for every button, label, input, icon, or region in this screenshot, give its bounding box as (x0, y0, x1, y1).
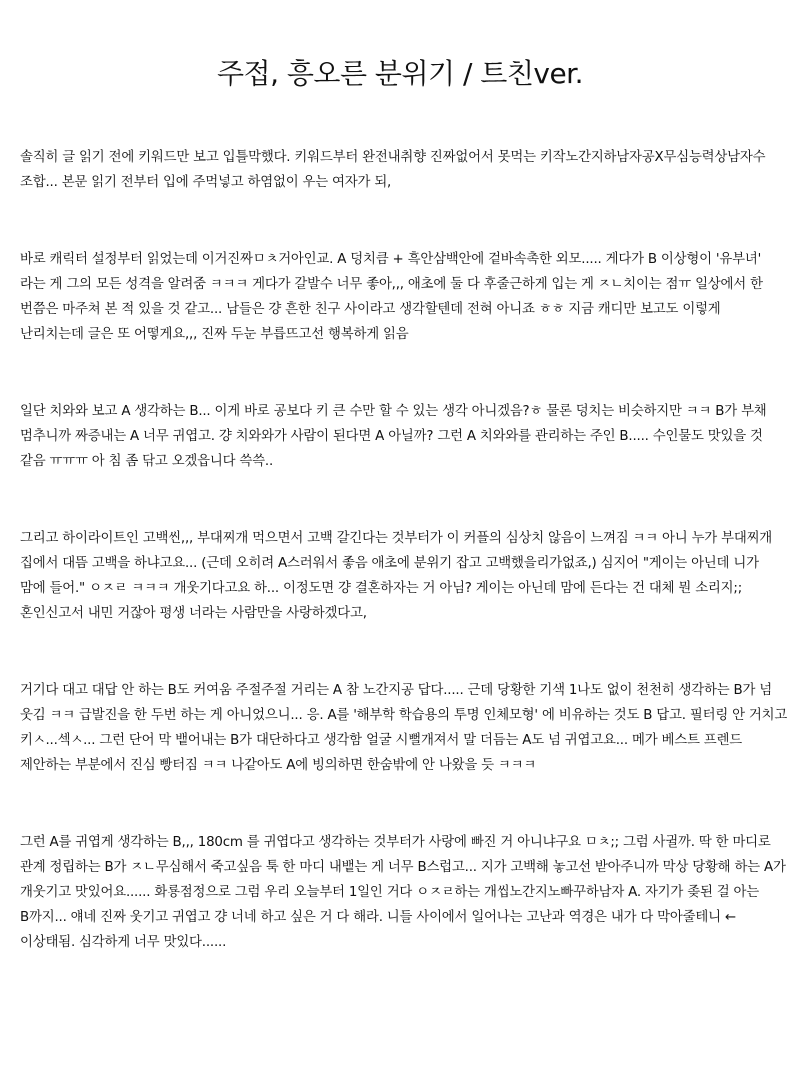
post-body (20, 145, 788, 1007)
paragraph-keywords: 솔직히 글 읽기 전에 키워드만 보고 입틀막했다. 키워드부터 완전내취향 진짜없어서 못먹는 키작노간지하남자공X무심능력상남자수 조합... 본문 읽기 전부터 입에 주먹넣고 하염없이 우는 여자가 되, (20, 150, 766, 190)
page-title: 주접, 흥오른 분위기 / 트친ver. (216, 57, 584, 90)
paragraph-chihuahua: 일단 치와와 보고 A 생각하는 B... 이게 바로 공보다 키 큰 수만 할 수 있는 생각 아니겠음?ㅎ 물론 덩치는 비슷하지만 ㅋㅋ B가 부채 멈추니까 짜증내는 A 너무 귀엽고. 걍 치와와가 사람이 된다면 A 아닐까? 그런 A 치와와를 관리하는 주인 B..... 수인물도 맛있을 것 같음 ㅠㅠㅠ 아 침 좀 닦고 오겠읍니다 쓱쓱.. (20, 404, 767, 469)
paragraph-reply: 거기다 대고 대답 안 하는 B도 커여움 주절주절 거리는 A 참 노간지공 답다..... 근데 당황한 기색 1나도 없이 천천히 생각하는 B가 넘 웃김 ㅋㅋ 급발진을 한 두번 하는 게 아니었으니... 응. A를 '해부학 학습용의 투명 인체모형' 에 비유하는 것도 B 답고. 필터링 안 거치고 키ㅅ...섹ㅅ... 그런 단어 막 뱉어내는 B가 대단하다고 생각함 얼굴 시뻘개져서 말 더듬는 A도 넘 귀엽고요... 메가 베스트 프렌드 제안하는 부분에서 진심 빵터짐 ㅋㅋ 나같아도 A에 빙의하면 한숨밖에 안 나왔을 듯 ㅋㅋㅋ (20, 683, 788, 773)
paragraph-ending: 그런 A를 귀엽게 생각하는 B,,, 180cm 를 귀엽다고 생각하는 것부터가 사랑에 빠진 거 아니냐구요 ㅁㅊ;; 그럼 사귈까. 딱 한 마디로 관계 정립하는 B가 ㅈㄴ무심해서 죽고싶음 툭 한 마디 내뱉는 게 너무 B스럽고... 지가 고백해 놓고선 받아주니까 막상 당황해 하는 A가 개웃기고 맛있어요...... 화룡점정으로 그럼 우리 오늘부터 1일인 거다 ㅇㅈㄹ하는 개씹노간지노빠꾸하남자 A. 자기가 좆된 걸 아는 B까지... 얘네 진짜 웃기고 귀엽고 걍 너네 하고 싶은 거 다 해라. 니들 사이에서 일어나는 고난과 역경은 내가 다 막아줄테니 ← 이상태됨. 심각하게 너무 맛있다...... (20, 835, 786, 950)
paragraph-confession-scene: 그리고 하이라이트인 고백씬,,, 부대찌개 먹으면서 고백 갈긴다는 것부터가 이 커플의 심상치 않음이 느껴짐 ㅋㅋ 아니 누가 부대찌개 집에서 대뜸 고백을 하냐고요... (근데 오히려 A스러워서 좋음 애초에 분위기 잡고 고백했을리가없죠,) 심지어 "게이는 아닌데 니가 맘에 들어." ㅇㅈㄹ ㅋㅋㅋ 개웃기다고요 하... 이정도면 걍 결혼하자는 거 아님? 게이는 아닌데 맘에 든다는 건 대체 뭔 소리지;; 혼인신고서 내민 거잖아 평생 너라는 사람만을 사랑하겠다고, (20, 531, 773, 621)
paragraph-character-setup: 바로 캐릭터 설정부터 읽었는데 이거진짜ㅁㅊ거아인교. A 덩치큼 + 흑안삼백안에 겉바속촉한 외모..... 게다가 B 이상형이 '유부녀' 라는 게 그의 모든 성격을 알려줌 ㅋㅋㅋ 게다가 갈발수 너무 좋아,,, 애초에 둘 다 후줄근하게 입는 게 ㅈㄴ치이는 점ㅠ 일상에서 한 번쯤은 마주쳐 본 적 있을 것 같고... 남들은 걍 흔한 친구 사이라고 생각할텐데 전혀 아니죠 ㅎㅎ 지금 캐디만 보고도 이렇게 난리치는데 글은 또 어떻게요,,, 진짜 두눈 부릅뜨고선 행복하게 읽음 (20, 252, 763, 342)
